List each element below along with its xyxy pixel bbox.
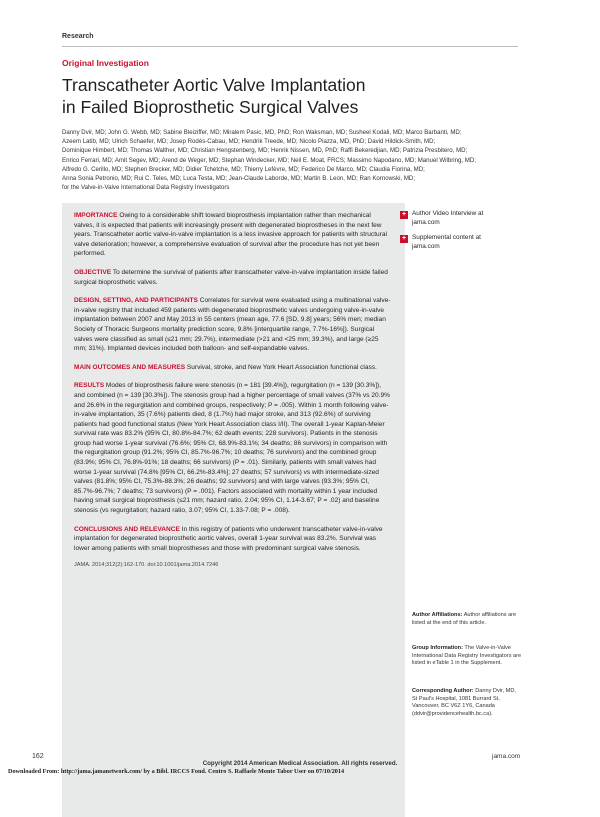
section-label: Research bbox=[62, 33, 94, 40]
info-text: Author affiliations are listed at the end of this article. bbox=[412, 612, 517, 626]
plus-icon: + bbox=[401, 211, 407, 218]
abstract-importance bbox=[74, 211, 393, 259]
supplement-link-text: Supplemental content at bbox=[412, 234, 481, 241]
video-link-text: Author Video Interview at bbox=[412, 210, 484, 217]
citation: JAMA. 2014;312(2):162-170. doi:10.1001/jama.2014.7246 bbox=[74, 562, 219, 569]
abstract-conclusions bbox=[74, 525, 393, 554]
corresponding-author bbox=[412, 688, 522, 718]
header-divider bbox=[62, 46, 518, 47]
abstract-heading: DESIGN, SETTING, AND PARTICIPANTS bbox=[74, 297, 198, 305]
info-text: Danny Dvir, MD, St Paul's Hospital, 1081 Burrard St, Vancouver, BC V6Z 1Y6, Canada (ddvir@providencehealth.bc.ca). bbox=[412, 688, 516, 717]
abstract-text: In this registry of patients who underwent transcatheter valve-in-valve implantation for degenerated bioprosthetic aortic valves, overall 1-year survival was 83.2%. Survival was lower among patients with small bioprostheses and those with predominant surgical valve stenosis. bbox=[74, 525, 383, 552]
author-video-link[interactable] bbox=[401, 210, 524, 228]
download-stamp: Downloaded From: http://jama.jamanetwork.com/ by a Bibl. IRCCS Fond. Centro S. Raffaele Monte Tabor User on 07/10/2014 bbox=[8, 768, 345, 775]
abstract-text: Modes of bioprosthesis failure were stenosis (n = 181 [39.4%]), regurgitation (n = 139 [30.3%]), and combined (n = 139 [30.3%]). The stenosis group had a higher percentage of small valves (37% vs 20.9% and 26.6% in the regurgitation and combined groups, respectively; P = .005). Within 1 month following valve-in-valve implantation, 35 (7.6%) patients died, 8 (1.7%) had major stroke, and 313 (92.6%) of surviving patients had good functional status (New York Heart Association class I/II). The overall 1-year Kaplan-Meier survival rate was 83.2% (95% CI, 80.8%-84.7%; 62 death events; 228 survivors). Patients in the stenosis group had worse 1-year survival (76.6%; 95% CI, 68.9%-83.1%; 34 deaths; 86 survivors) in comparison with the regurgitation group (91.2%; 95% CI, 85.7%-96.7%; 10 deaths; 76 survivors) and the combined group (83.9%; 95% CI, 76.8%-91%; 18 deaths; 66 survivors) (P = .01). Similarly, patients with small valves had worse 1-year survival (74.8% [95% CI, 66.2%-83.4%]; 27 deaths; 57 survivors) vs with intermediate-sized valves (81.8%; 95% CI, 75.3%-88.3%; 26 deaths; 92 survivors) and with large valves (93.3%; 95% CI, 85.7%-96.7%; 7 deaths; 73 survivors) (P = .001). Factors associated with mortality within 1 year included having small surgical bioprosthesis (≤21 mm; hazard ratio, 2.04; 95% CI, 1.14-3.67; P = .02) and baseline stenosis (vs regurgitation; hazard ratio, 3.07; 95% CI, 1.33-7.08; P = .008). bbox=[74, 382, 390, 515]
group-information bbox=[412, 645, 522, 668]
abstract-design bbox=[74, 296, 393, 354]
plus-icon: + bbox=[401, 235, 407, 242]
abstract-text: To determine the survival of patients after transcatheter valve-in-valve implantation inside failed surgical bioprosthetic valves. bbox=[74, 268, 388, 286]
info-heading: Corresponding Author: bbox=[412, 688, 474, 694]
info-heading: Group Information: bbox=[412, 645, 463, 651]
abstract-results bbox=[74, 381, 393, 515]
copyright-notice: Copyright 2014 American Medical Association. All rights reserved. bbox=[202, 760, 398, 767]
author-line: Alfredo G. Cerillo, MD; Stephen Brecker, MD; Didier Tchetche, MD; Thierry Lefèvre, MD; Federico De Marco, MD; Claudia Fiorina, MD; bbox=[62, 165, 425, 173]
supplemental-content-link[interactable] bbox=[401, 234, 524, 252]
abstract-outcomes bbox=[74, 363, 393, 373]
article-type: Original Investigation bbox=[62, 58, 149, 68]
author-line: Azeem Latib, MD; Ulrich Schaefer, MD; Josep Rodés-Cabau, MD; Hendrik Treede, MD; Nicolo Piazza, MD, PhD; David Hildick-Smith, MD; bbox=[62, 138, 436, 146]
abstract-text: Survival, stroke, and New York Heart Association functional class. bbox=[186, 363, 377, 371]
title-line-1: Transcatheter Aortic Valve Implantation bbox=[62, 75, 366, 95]
abstract-text: Owing to a considerable shift toward bioprosthesis implantation rather than mechanical valves, it is expected that patients will increasingly present with degenerated bioprostheses in the next few years. Transcatheter aortic valve-in-valve implantation is a less invasive approach for patients with structural valve deterioration; however, a comprehensive evaluation of survival after the procedure has not yet been performed. bbox=[74, 212, 387, 258]
author-line: Dominique Himbert, MD; Thomas Walther, MD; Christian Hengstenberg, MD; Henrik Nissen, MD, PhD; Raffi Bekeredjian, MD; Patrizia Presbitero, MD; bbox=[62, 147, 468, 155]
title-line-2: in Failed Bioprosthetic Surgical Valves bbox=[62, 97, 359, 117]
abstract-panel bbox=[62, 203, 405, 817]
page-number: 162 bbox=[32, 753, 44, 760]
abstract-heading: RESULTS bbox=[74, 382, 105, 390]
abstract-text: Correlates for survival were evaluated using a multinational valve-in-valve registry that included 459 patients with degenerated bioprosthetic valves undergoing valve-in-valve implantation between 2007 and May 2013 in 55 centers (mean age, 77.6 [SD, 9.8] years; 56% men; median Society of Thoracic Surgeons mortality prediction score, 9.8% [interquartile range, 7.7%-16%]). Surgical valves were classified as small (≤21 mm; 29.7%), intermediate (>21 and <25 mm; 39.3%), and large (≥25 mm; 31%). Implanted devices included both balloon- and self-expandable valves. bbox=[74, 297, 391, 353]
info-text: The Valve-in-Valve International Data Registry Investigators are listed in eTable 1 in the Supplement. bbox=[412, 645, 522, 667]
footer-site: jama.com bbox=[492, 753, 521, 760]
article-title bbox=[62, 74, 522, 118]
author-line: Anna Sonia Petronio, MD; Rui C. Teles, MD; Luca Testa, MD; Jean-Claude Laborde, MD; Martin B. Leon, MD; Ran Kornowski, MD; bbox=[62, 175, 416, 183]
author-line: Enrico Ferrari, MD; Amit Segev, MD; Arend de Weger, MD; Stephan Windecker, MD; Neil E. Moat, FRCS; Massimo Napodano, MD; Manuel Wilbring, MD; bbox=[62, 156, 476, 164]
abstract-objective bbox=[74, 268, 393, 287]
abstract-heading: MAIN OUTCOMES AND MEASURES bbox=[74, 363, 186, 371]
abstract-heading: IMPORTANCE bbox=[74, 212, 118, 219]
author-affiliations bbox=[412, 612, 522, 627]
supplement-link-site: jama.com bbox=[412, 242, 440, 250]
author-group-line: for the Valve-in-Valve International Data Registry Investigators bbox=[62, 184, 230, 192]
info-heading: Author Affiliations: bbox=[412, 612, 463, 618]
author-list bbox=[62, 128, 518, 192]
video-link-site: jama.com bbox=[412, 218, 440, 226]
author-line: Danny Dvir, MD; John G. Webb, MD; Sabine Bleiziffer, MD; Miralem Pasic, MD, PhD; Ron Waksman, MD; Susheel Kodali, MD; Marco Barbanti, MD; bbox=[62, 129, 462, 136]
abstract-heading: OBJECTIVE bbox=[74, 268, 112, 276]
abstract-heading: CONCLUSIONS AND RELEVANCE bbox=[74, 525, 180, 533]
